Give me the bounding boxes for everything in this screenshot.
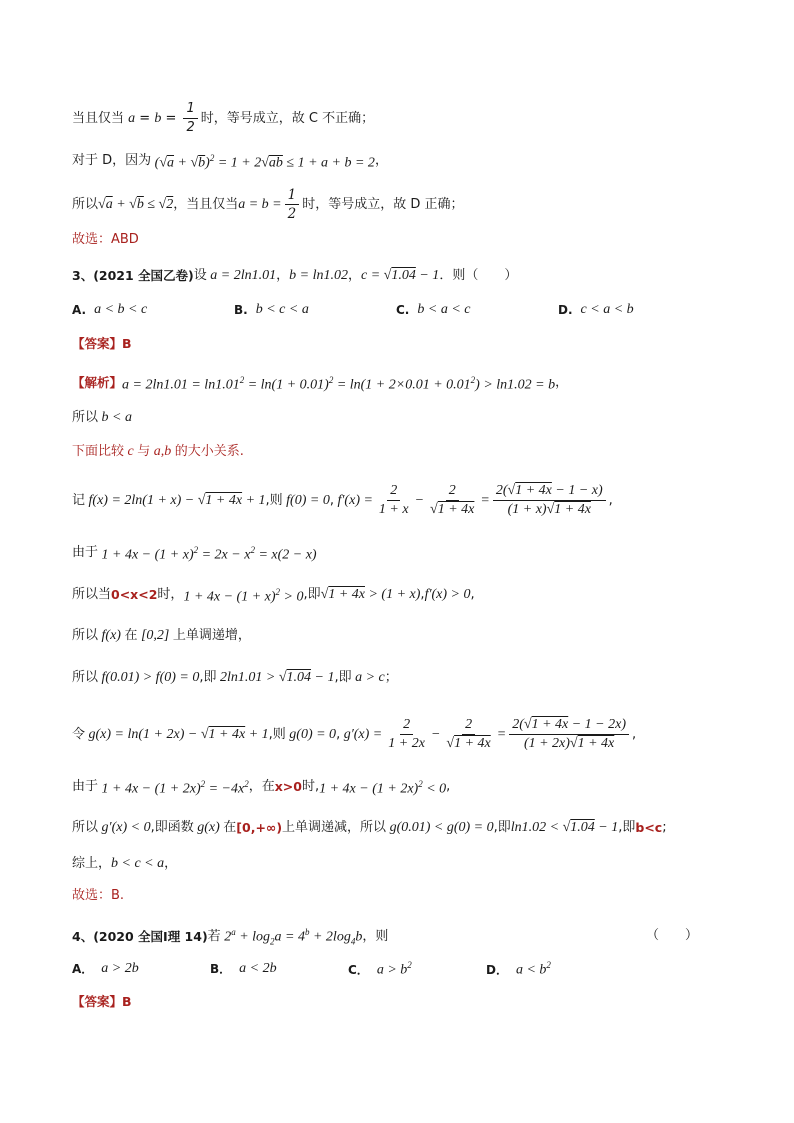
analysis-line-5: 由于 $1 + 4x - (1 + x)^2 = 2x - x^2 = x(2 - x)$ — [72, 544, 317, 563]
question-3: 3、(2021 全国乙卷) 设 a = 2ln1.01 ， b = ln1.02 ， c = √1.04 − 1 ．则（ ） — [72, 268, 518, 283]
analysis-line-9: 令 g(x) = ln(1 + 2x) − √1 + 4x + 1 ,则 g(0) = 0 , g′(x) = $\frac{2}{1 + 2x}$ − $\frac{2}{√1 + 4x}$ = $\frac{2(√1 + 4x - 1 - 2x)}{(1 + 2x)√1 + 4x}$ , — [72, 717, 637, 751]
solution-line-1 — [72, 100, 374, 137]
q3-option-a[interactable]: A. a < b < c — [72, 302, 148, 317]
q3-answer: 【答案】B — [72, 336, 132, 351]
q3-option-d[interactable]: D. c < a < b — [558, 302, 634, 317]
analysis-line-6: 所以当 0<x<2 时， $1 + 4x - (1 + x)^2 > 0$ ,即 √1 + 4x > (1 + x) , f′(x) > 0 , — [72, 586, 475, 605]
analysis-line-8: 所以 f(0.01) > f(0) = 0 ,即 2ln1.01 > √1.04 − 1 ,即 a > c ； — [72, 670, 398, 685]
q4-option-a[interactable]: A． a > 2b — [72, 960, 139, 976]
analysis-line-2: 所以 b < a — [72, 410, 132, 425]
q4-option-b[interactable]: B． a < 2b — [210, 960, 277, 976]
analysis-line-11: 所以 g′(x) < 0 ,即函数 g(x) 在 [0,+∞) 上单调递减，所以 g(0.01) < g(0) = 0 ,即 ln1.02 < √1.04 − 1 ,即 b<c ; — [72, 820, 667, 835]
analysis-line-12: 综上， b < c < a ， — [72, 856, 178, 871]
analysis-conclusion: 故选：B. — [72, 888, 125, 903]
q4-option-d[interactable]: D． $a < b^2$ — [486, 960, 551, 978]
q3-option-b[interactable]: B. b < c < a — [234, 302, 309, 317]
analysis-line-4: 记 f(x) = 2ln(1 + x) − √1 + 4x + 1 ,则 f(0) = 0 , f′(x) = $\frac{2}{1 + x}$ − $\frac{2}{√1 + 4x}$ = $\frac{2(√1 + 4x - 1 - x)}{(1 + x)√1 + 4x}$ , — [72, 483, 613, 517]
solution-conclusion: 故选：ABD — [72, 232, 139, 247]
solution-line-2: 对于 D，因为 $(√a + √b)^2 = 1 + 2√ab \le 1 + a + b = 2$ ， — [72, 152, 388, 171]
question-4: 4、(2020 全国Ⅰ理 14) 若 $2^a + \log_2a = 4^b + 2\log_4b$ ，则 — [72, 927, 389, 947]
analysis-line-1: 【解析】 $a = 2\ln 1.01 = \ln 1.01^2 = \ln(1 + 0.01)^2 = \ln(1 + 2\times 0.01 + 0.01^2) > \ln 1.02 = b$ ， — [72, 374, 569, 393]
text-l1: 当且仅当 a = b = $\frac{1}{2}$ 时，等号成立，故 C 不正确； — [72, 101, 375, 135]
q3-option-c[interactable]: C. b < a < c — [396, 302, 471, 317]
q4-answer-blank: （ ） — [646, 928, 699, 943]
analysis-line-7: 所以 f(x) 在 [0,2] 上单调递增， — [72, 628, 251, 643]
analysis-line-3: 下面比较 c 与 a,b 的大小关系. — [72, 444, 244, 459]
q4-answer: 【答案】B — [72, 994, 132, 1009]
analysis-line-10: 由于 $1 + 4x - (1 + 2x)^2 = -4x^2$ ，在 x>0 时, $1 + 4x - (1 + 2x)^2 < 0$ , — [72, 778, 451, 797]
solution-line-3: 所以 √a + √b ≤ √2 ，当且仅当 a = b = $\frac{1}{2}$ 时，等号成立，故 D 正确； — [72, 187, 464, 222]
q4-option-c[interactable]: C． $a > b^2$ — [348, 960, 412, 978]
